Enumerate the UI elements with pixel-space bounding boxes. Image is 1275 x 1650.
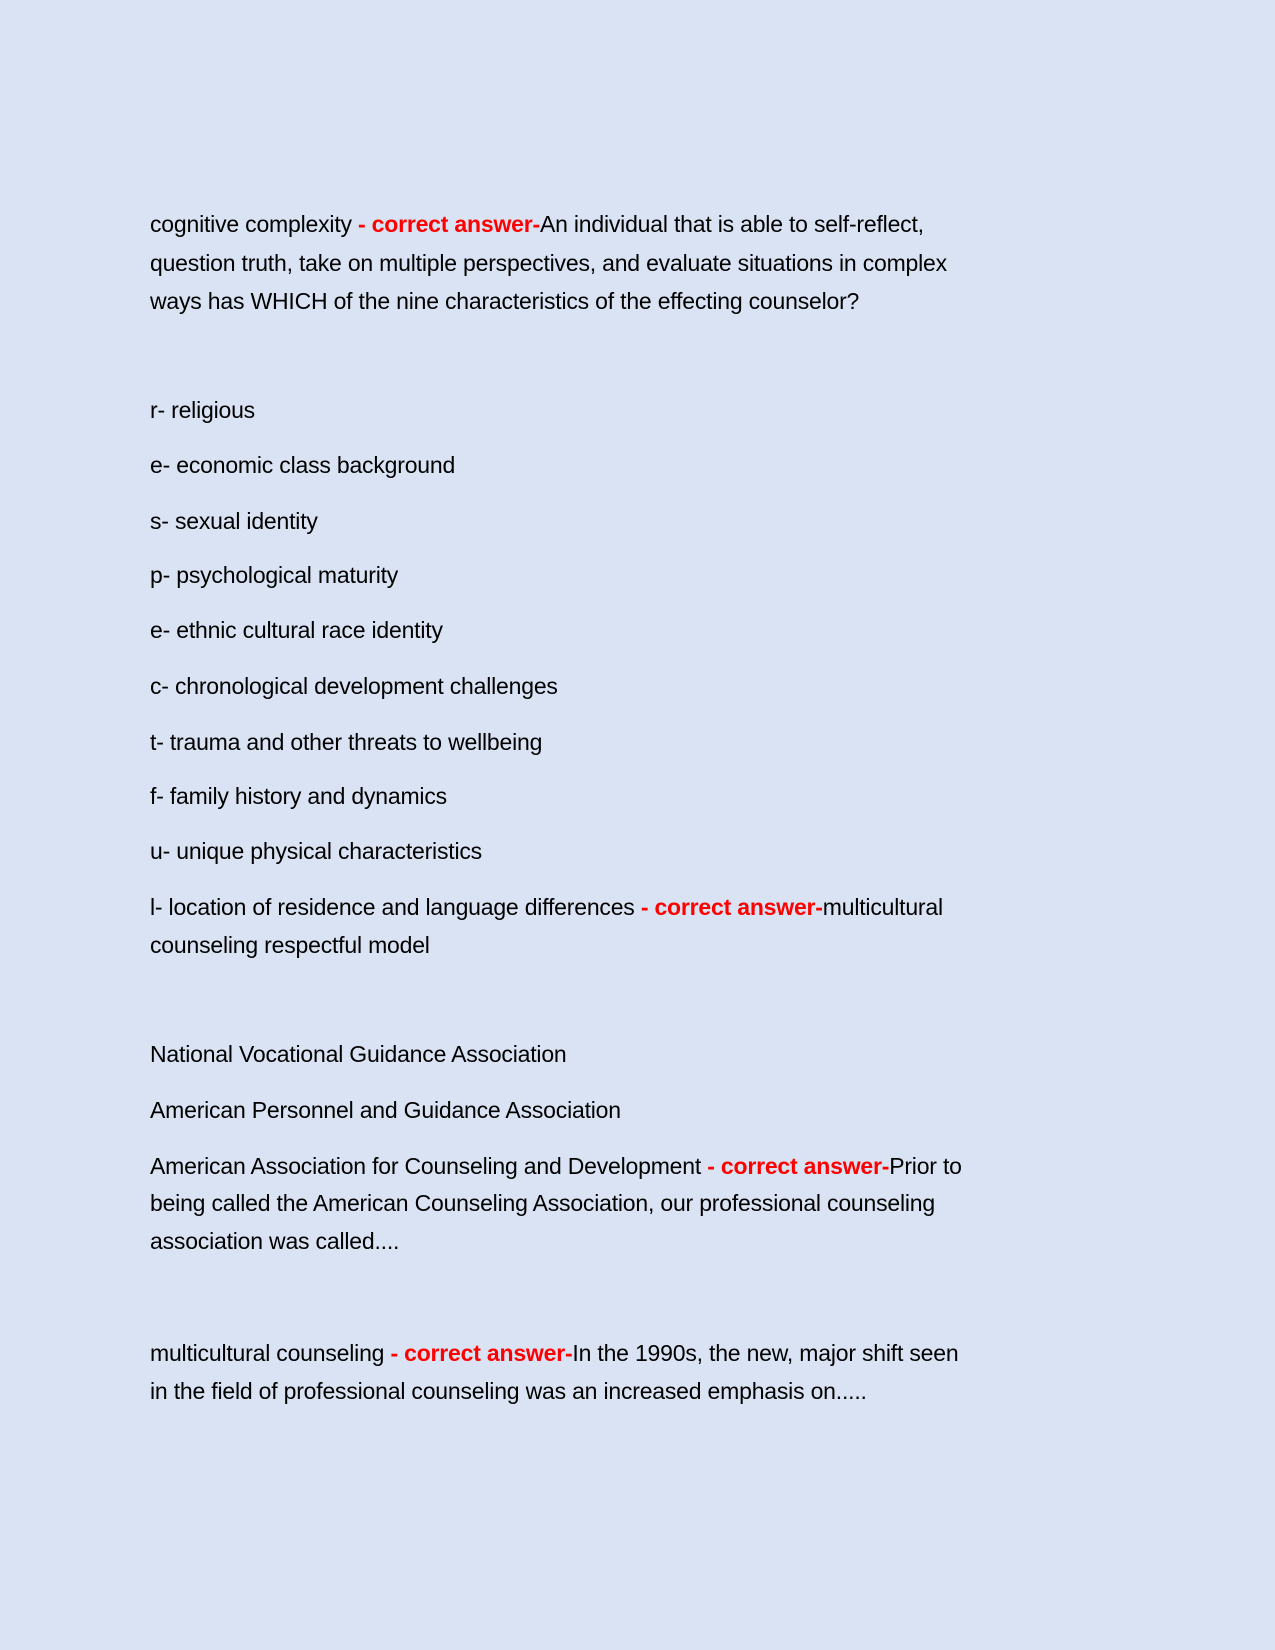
line-text: cognitive complexity (150, 211, 358, 237)
line-text: r- religious (150, 397, 255, 423)
text-line (150, 671, 558, 701)
text-line (150, 1039, 567, 1069)
answer-text: An individual that is able to self-reflect, (539, 211, 924, 237)
answer-text: multicultural (822, 894, 943, 920)
text-line (150, 781, 447, 811)
correct-answer-marker: - correct answer- (390, 1340, 573, 1366)
qa-line-with-answer (150, 1338, 958, 1368)
line-text: f- family history and dynamics (150, 783, 447, 809)
answer-text: In the 1990s, the new, major shift seen (572, 1340, 959, 1366)
answer-text: Prior to (889, 1153, 962, 1179)
text-line (150, 248, 947, 278)
correct-answer-marker: - correct answer- (358, 211, 540, 237)
text-line (150, 1376, 867, 1406)
text-line (150, 506, 318, 536)
line-text: in the field of professional counseling was an increased emphasis on..... (150, 1378, 867, 1404)
line-text: multicultural counseling (150, 1340, 391, 1366)
line-text: e- ethnic cultural race identity (150, 617, 443, 643)
text-line (150, 1188, 935, 1218)
line-text: l- location of residence and language differences (150, 894, 641, 920)
line-text: counseling respectful model (150, 932, 430, 958)
line-text: American Association for Counseling and Development (150, 1153, 708, 1179)
text-line (150, 836, 482, 866)
line-text: u- unique physical characteristics (150, 838, 482, 864)
line-text: c- chronological development challenges (150, 673, 558, 699)
correct-answer-marker: - correct answer- (640, 894, 823, 920)
line-text: question truth, take on multiple perspectives, and evaluate situations in complex (150, 250, 947, 276)
line-text: s- sexual identity (150, 508, 318, 534)
line-text: American Personnel and Guidance Association (150, 1097, 621, 1123)
text-line (150, 286, 859, 316)
line-text: p- psychological maturity (150, 562, 399, 588)
qa-line-with-answer (150, 892, 943, 922)
correct-answer-marker: - correct answer- (707, 1153, 890, 1179)
line-text: ways has WHICH of the nine characteristics of the effecting counselor? (150, 288, 860, 314)
text-line (150, 560, 398, 590)
line-text: e- economic class background (150, 452, 456, 478)
qa-line-with-answer (150, 209, 924, 239)
line-text: t- trauma and other threats to wellbeing (150, 729, 543, 755)
qa-line-with-answer (150, 1151, 962, 1181)
line-text: National Vocational Guidance Association (150, 1041, 567, 1067)
text-line (150, 1226, 399, 1256)
text-line (150, 450, 455, 480)
text-line (150, 930, 430, 960)
line-text: association was called.... (150, 1228, 400, 1254)
text-line (150, 1095, 621, 1125)
line-text: being called the American Counseling Association, our professional counseling (150, 1190, 935, 1216)
text-line (150, 395, 255, 425)
text-line (150, 615, 443, 645)
text-line (150, 727, 542, 757)
